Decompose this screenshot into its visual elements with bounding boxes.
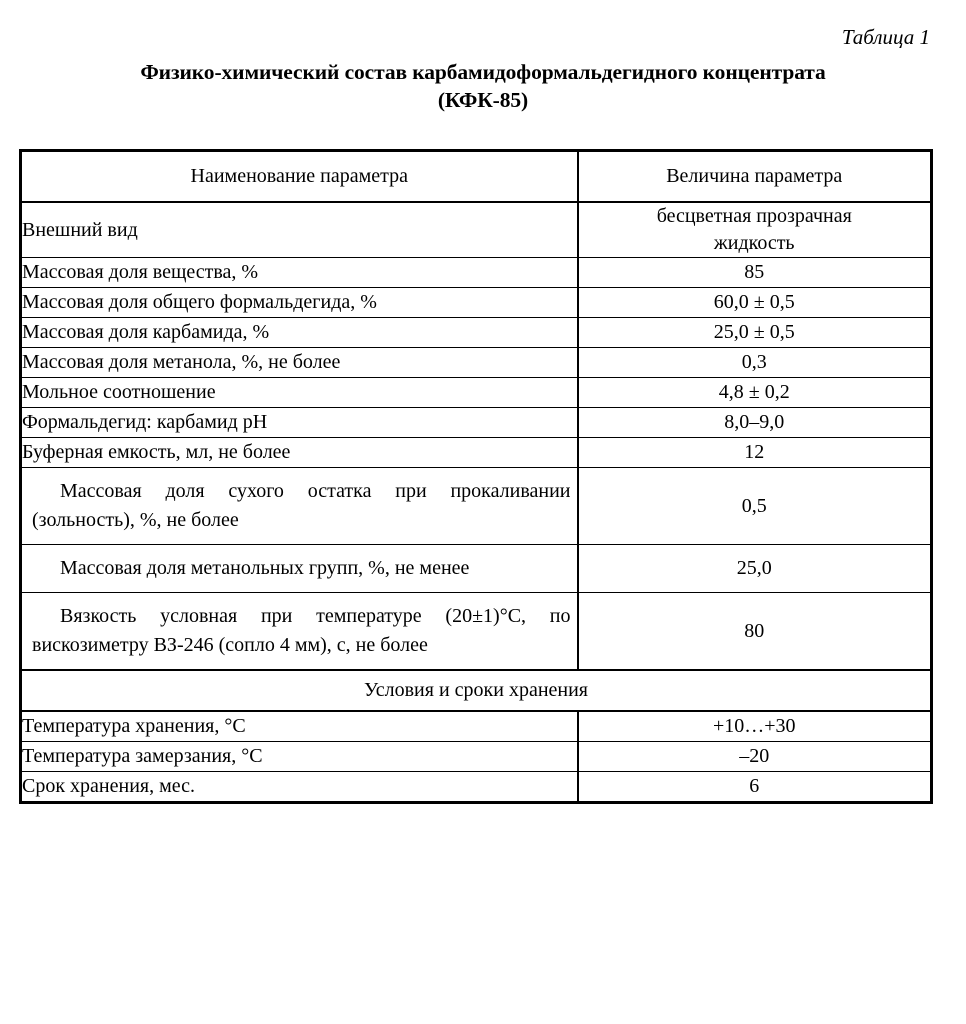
section-header-storage: Условия и сроки хранения (21, 670, 932, 711)
row-label-conditional-viscosity: Вязкость условная при температуре (20±1)°С, по вискозиметру ВЗ-246 (сопло 4 мм), с, не более (21, 593, 578, 671)
row-value-ash-residue: 0,5 (578, 468, 932, 545)
row-value-methanol: 0,3 (578, 348, 932, 378)
table-row (21, 438, 932, 468)
row-value-conditional-viscosity: 80 (578, 593, 932, 671)
row-value-appearance (578, 202, 932, 258)
table-row (21, 318, 932, 348)
table-caption: Таблица 1 (841, 25, 930, 49)
column-header-parameter-value: Величина параметра (578, 151, 932, 203)
row-value-shelf-life: 6 (578, 772, 932, 803)
row-value-total-formaldehyde: 60,0 ± 0,5 (578, 288, 932, 318)
table-row (21, 378, 932, 408)
row-value-ph: 8,0–9,0 (578, 408, 932, 438)
page-title-line-1: Физико-химический состав карбамидоформальдегидного концентрата (140, 60, 826, 84)
row-label-substance-mass-fraction: Массовая доля вещества, % (21, 258, 578, 288)
page-title-line-2: (КФК-85) (437, 88, 529, 112)
row-label-total-formaldehyde: Массовая доля общего формальдегида, % (21, 288, 578, 318)
row-value-freezing-temperature: –20 (578, 742, 932, 772)
row-label-ash-residue: Массовая доля сухого остатка при прокаливании (зольность), %, не более (21, 468, 578, 545)
column-header-parameter-name: Наименование параметра (21, 151, 578, 203)
row-value-methanol-groups: 25,0 (578, 545, 932, 593)
table-row (21, 408, 932, 438)
table-row (21, 202, 932, 258)
row-label-buffer-capacity: Буферная емкость, мл, не более (21, 438, 578, 468)
row-value-storage-temperature: +10…+30 (578, 711, 932, 742)
table-row (21, 772, 932, 803)
row-value-substance-mass-fraction: 85 (578, 258, 932, 288)
table-section-row (21, 670, 932, 711)
row-label-molar-ratio: Мольное соотношение (21, 378, 578, 408)
table-row (21, 593, 932, 671)
table-row (21, 348, 932, 378)
row-label-carbamide: Массовая доля карбамида, % (21, 318, 578, 348)
table-row (21, 468, 932, 545)
row-label-appearance: Внешний вид (21, 202, 578, 258)
row-label-methanol-groups: Массовая доля метанольных групп, %, не менее (21, 545, 578, 593)
page-title (40, 58, 926, 114)
row-label-ph: Формальдегид: карбамид pH (21, 408, 578, 438)
table-row (21, 288, 932, 318)
table-header-row (21, 151, 932, 203)
table-row (21, 258, 932, 288)
table-row (21, 742, 932, 772)
row-value-carbamide: 25,0 ± 0,5 (578, 318, 932, 348)
row-value-buffer-capacity: 12 (578, 438, 932, 468)
row-value-molar-ratio: 4,8 ± 0,2 (578, 378, 932, 408)
row-label-shelf-life: Срок хранения, мес. (21, 772, 578, 803)
row-label-methanol: Массовая доля метанола, %, не более (21, 348, 578, 378)
row-value-appearance-line-1: бесцветная прозрачная (656, 205, 852, 227)
row-label-freezing-temperature: Температура замерзания, °С (21, 742, 578, 772)
row-label-storage-temperature: Температура хранения, °С (21, 711, 578, 742)
table-row (21, 545, 932, 593)
physicochemical-properties-table (19, 149, 933, 804)
row-value-appearance-line-2: жидкость (713, 232, 795, 254)
table-row (21, 711, 932, 742)
